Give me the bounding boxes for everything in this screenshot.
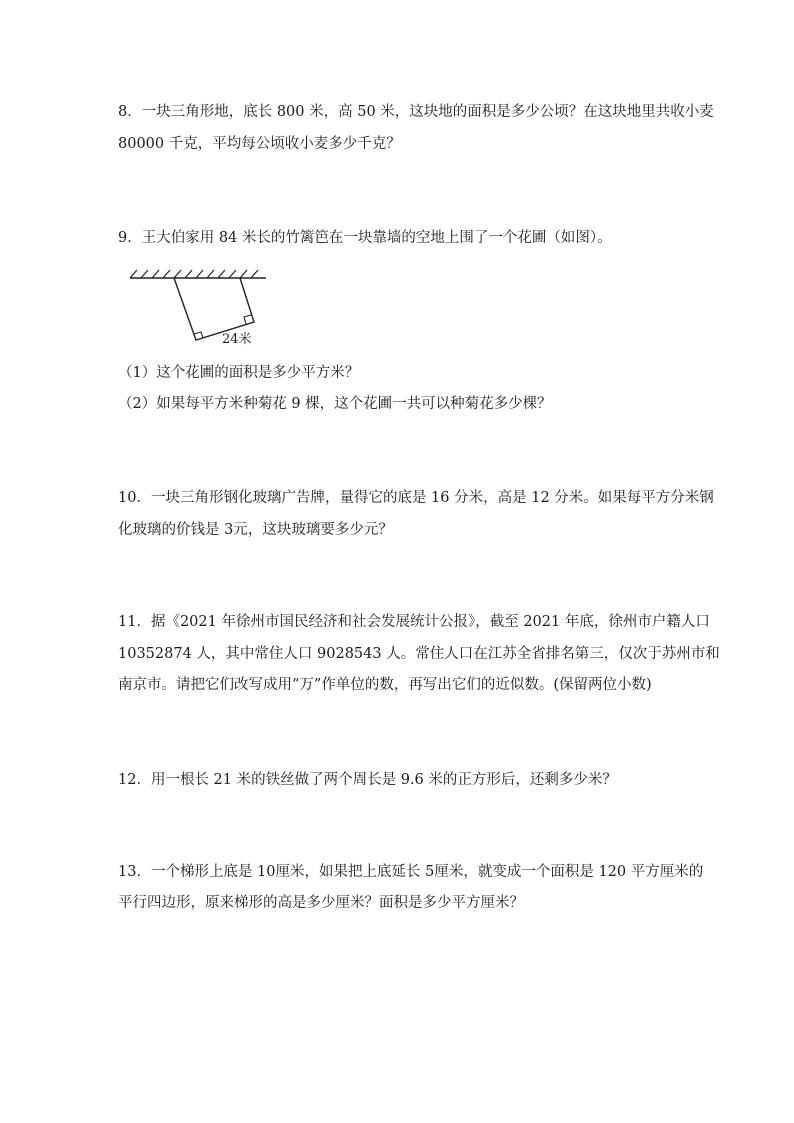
- problem-9-sub-2: （2）如果每平方米种菊花 9 棵，这个花圃一共可以种菊花多少棵？: [118, 396, 552, 412]
- figure-length-label: 24米: [222, 332, 252, 347]
- garden-figure: [126, 262, 276, 352]
- problem-10-line-2: 化玻璃的价钱是 3元，这块玻璃要多少元？: [118, 522, 393, 538]
- problem-13-line-2: 平行四边形，原来梯形的高是多少厘米？面积是多少平方厘米？: [118, 895, 524, 911]
- problem-12-line-1: 12．用一根长 21 米的铁丝做了两个周长是 9.6 米的正方形后，还剩多少米？: [118, 772, 617, 788]
- problem-11-line-2: 10352874 人，其中常住人口 9028543 人。常住人口在江苏全省排名第三，仅次于苏州市和: [118, 646, 720, 662]
- problem-11-line-1: 11．据《2021 年徐州市国民经济和社会发展统计公报》，截至 2021 年底，徐州市户籍人口: [118, 614, 710, 630]
- problem-10-line-1: 10．一块三角形钢化玻璃广告牌，量得它的底是 16 分米，高是 12 分米。如果每平方分米钢: [118, 490, 714, 506]
- problem-9-line-1: 9．王大伯家用 84 米长的竹篱笆在一块靠墙的空地上围了一个花圃（如图）。: [118, 230, 612, 246]
- problem-8-line-2: 80000 千克，平均每公顷收小麦多少千克？: [118, 136, 401, 152]
- problem-8-line-1: 8．一块三角形地，底长 800 米，高 50 米，这块地的面积是多少公顷？在这块地里共收小麦: [118, 104, 714, 120]
- wall-hatching: [130, 270, 258, 278]
- problem-13-line-1: 13．一个梯形上底是 10厘米，如果把上底延长 5厘米，就变成一个面积是 120 平方厘米的: [118, 864, 704, 880]
- problem-9-sub-1: （1）这个花圃的面积是多少平方米？: [118, 365, 360, 381]
- problem-11-line-3: 南京市。请把它们改写成用“万”作单位的数，再写出它们的近似数。(保留两位小数): [118, 677, 652, 693]
- garden-diagram-svg: [126, 262, 276, 352]
